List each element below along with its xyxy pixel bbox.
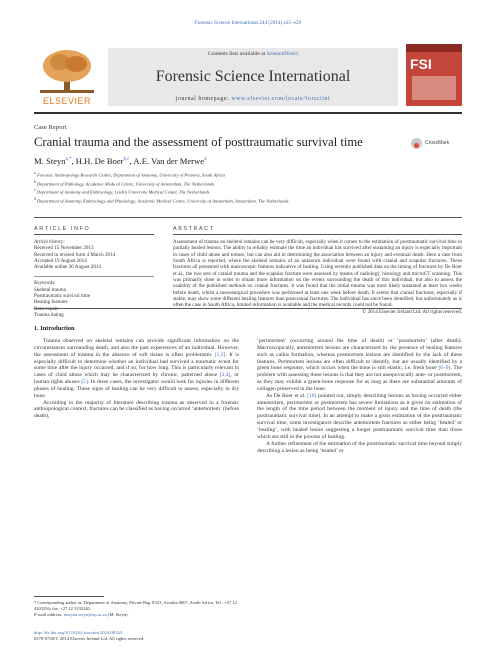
history-item: Received in revised form 4 March 2014 bbox=[34, 251, 116, 258]
affiliation-divider bbox=[34, 217, 462, 218]
paragraph: A further refinement of the estimation of the posttraumatic survival time beyond simply describing a lesion as being ‘healed’ or bbox=[257, 440, 462, 454]
affiliation: $^c$ Department of Anatomy and Embryology, Leiden University Medical Center, The Netherlands bbox=[34, 188, 210, 195]
keyword: Skeletal trauma bbox=[34, 286, 66, 293]
contents-line bbox=[108, 51, 398, 57]
affiliation: $^b$ Department of Pathology, Academic Medical Centre, University of Amsterdam, The Netherlands bbox=[34, 179, 215, 187]
journal-header bbox=[34, 48, 462, 106]
cover-top-bar bbox=[406, 44, 462, 52]
footnote bbox=[34, 600, 239, 618]
affiliation: $^a$ Forensic Anthropology Research Centre, Department of Anatomy, University of Pretoria, South Africa bbox=[34, 171, 225, 178]
elsevier-wordmark: ELSEVIER bbox=[42, 96, 92, 106]
journal-cover-thumbnail bbox=[406, 44, 462, 106]
paragraph: ‘perimortem’ (occurring around the time of death) or ‘postmortem’ (after death). Macroscopically, antemortem lesions are characterized by the presence of healing features such as callus formation, whereas postmortem lesions are identified by the lack of these features. Perimortem lesions are often difficult to identify, but are usually identified by a green bone response, which occurs when the bone is still elastic, i.e. fresh bone [6–9]. The problem with assessing these lesions is that they are not unequivocally ante- or postmortem, as they may exhibit a green-bone response for as long as there are substantial amounts of collagen preserved in the bone. bbox=[257, 338, 463, 392]
abstract-body bbox=[173, 239, 462, 315]
author-name[interactable]: M. Steyn bbox=[34, 156, 66, 166]
article-type: Case Report bbox=[34, 124, 67, 131]
journal-homepage bbox=[108, 96, 398, 102]
citation-link[interactable]: [6–9] bbox=[438, 365, 451, 372]
email-line: E-mail address: maryna.steyn@up.ac.za (M. Steyn). bbox=[34, 612, 129, 617]
header-divider bbox=[34, 112, 462, 114]
elsevier-tree-icon bbox=[34, 48, 100, 94]
author-name[interactable]: H.H. De Boer bbox=[75, 156, 124, 166]
citation-link[interactable]: [1,2] bbox=[214, 351, 226, 358]
footnote-rule bbox=[34, 596, 104, 597]
author-list: M. Steyn$^{a,*}$, H.H. De Boer$^{b,c}$, A.E. Van der Merwe$^d$ bbox=[34, 156, 207, 166]
keyword: Healing features bbox=[34, 299, 68, 306]
history-item: Received 15 November 2013 bbox=[34, 245, 94, 252]
crossmark-icon bbox=[411, 138, 422, 149]
info-divider bbox=[34, 270, 154, 277]
left-column bbox=[34, 338, 239, 420]
elsevier-logo bbox=[34, 48, 100, 106]
issn-line: 0379-0738/© 2014 Elsevier Ireland Ltd. All rights reserved. bbox=[34, 636, 145, 641]
corresponding-author: * Corresponding author at: Department of Anatomy, Private Bag X323, Arcadia 0007, South Africa. Tel.: +27 12 4203256; fax: +27 12 3192240. bbox=[34, 600, 237, 611]
history-item: Accepted 19 August 2014 bbox=[34, 257, 87, 264]
section-heading: 1. Introduction bbox=[34, 325, 75, 332]
article-info-heading: ARTICLE INFO bbox=[34, 226, 91, 232]
abstract-copyright: © 2014 Elsevier Ireland Ltd. All rights reserved. bbox=[362, 308, 462, 315]
affiliations bbox=[34, 170, 289, 205]
homepage-prefix: journal homepage: bbox=[175, 96, 230, 102]
crossmark-badge[interactable] bbox=[411, 136, 459, 152]
author-name[interactable]: A.E. Van der Merwe bbox=[133, 156, 205, 166]
article-info-rule bbox=[34, 234, 154, 235]
cover-title: FSI bbox=[410, 56, 432, 72]
abstract-rule bbox=[173, 234, 462, 235]
author-sup: a,* bbox=[65, 157, 72, 163]
right-column bbox=[257, 338, 462, 454]
keyword: Trauma dating bbox=[34, 311, 64, 318]
author-sup: b,c bbox=[123, 157, 130, 163]
abstract-text: Assessment of trauma on skeletal remains can be very difficult, especially when it comes to the estimation of posttraumatic survival time in partially healed lesions. The ability to reliably estimate the time an individual has survived after sustaining an injury is especially important in cases of child abuse and torture, but can also aid in determining the association between an injury and eventual death. Here a case from South Africa is reported, where the skeletal remains of an unknown individual were found with cranial and scapular fractures. These fractures all presented with macroscopic features indicative of healing. Using recently published data on the timing of fractures by De Boer et al., the two sets of cranial trauma and the scapular fracture were assessed by means of radiology, histology and microCT scanning. This was primarily done in order to obtain more information on the events surrounding the death of this individual, but also to assess the usability of the published methods on cranial fractures. It was found that the initial trauma was most likely sustained at least two weeks before death, whilst a neurosurgical procedure was performed at least one week before death. It seems that cranial fractures, especially if stable, may show some different healing features than postcranial fractures. The individual has since been identified, but unfortunately as is often the case in South Africa, limited information is available and the medical records could not be found. bbox=[173, 239, 462, 309]
citation-link[interactable]: [5] bbox=[81, 379, 88, 386]
history-label: Article history: bbox=[34, 239, 65, 245]
keyword: Bone repair bbox=[34, 305, 58, 312]
history-item: Available online 30 August 2014 bbox=[34, 264, 101, 271]
keyword: Posttraumatic survival time bbox=[34, 293, 91, 300]
paragraph: Trauma observed on skeletal remains can provide significant information on the circumstances surrounding death, and also the past experiences of an individual. However, the assessment of trauma in the absence of soft tissue is often problematic [1,2]. It is especially difficult to determine whether an individual had survived a traumatic event for some time after the injury occurred, and if so, for how long. This is particularly relevant in cases of child abuse which may be characterized by chronic, patterned abuse [3,4], or human rights abuses [5]. In these cases, the investigator would look for injuries in different phases of healing. These signs of healing can be very difficult to assess, especially in dry bone. bbox=[34, 338, 239, 399]
doi-link[interactable]: http://dx.doi.org/10.1016/j.forsciint.2014.08.021 bbox=[34, 630, 124, 635]
citation-link[interactable]: [10] bbox=[307, 392, 317, 399]
abstract-heading: ABSTRACT bbox=[173, 226, 215, 232]
homepage-link[interactable]: www.elsevier.com/locate/forsciint bbox=[231, 96, 331, 102]
contents-prefix: Contents lists available at bbox=[207, 51, 266, 57]
journal-name: Forensic Science International bbox=[155, 68, 351, 85]
article-title: Cranial trauma and the assessment of posttraumatic survival time bbox=[34, 135, 363, 149]
page-footer bbox=[34, 630, 144, 642]
keywords-label: Keywords: bbox=[34, 280, 56, 287]
cover-image bbox=[412, 76, 456, 100]
author-sup: d bbox=[204, 157, 207, 163]
abstract-divider bbox=[34, 308, 462, 309]
citation-link[interactable]: [3,4] bbox=[219, 372, 231, 379]
paragraph: As De Boer et al. [10] pointed out, simply describing lesions as having occurred either antemortem, perimortem or postmortem has severe limitations as it gives no estimation of the length of the time period between the moment of injury and the time of death (the posttraumatic survival time). In an attempt to make a gross estimation of the posttraumatic survival time, some investigators describe antemortem fractures as either being ‘healed’ or ‘healing’, with healed lesion suggesting a longer posttraumatic survival time than those which are still in the process of healing. bbox=[257, 392, 462, 440]
sciencedirect-link[interactable]: ScienceDirect bbox=[266, 51, 299, 57]
affiliation: $^d$ Department of Anatomy, Embryology and Physiology, Academic Medical Centre, University of Amsterdam, Amsterdam, The Netherlands bbox=[34, 197, 289, 204]
paragraph: According to the majority of literature describing trauma as observed in a forensic anthropological context, fractures can be classified as having occurred ‘antemortem’ (before death), bbox=[34, 399, 239, 420]
crossmark-label: CrossMark bbox=[425, 140, 450, 146]
journal-citation: Forensic Science International 244 (2014) e25–e29 bbox=[194, 20, 302, 26]
email-link[interactable]: maryna.steyn@up.ac.za bbox=[63, 612, 107, 617]
article-info bbox=[34, 239, 154, 318]
